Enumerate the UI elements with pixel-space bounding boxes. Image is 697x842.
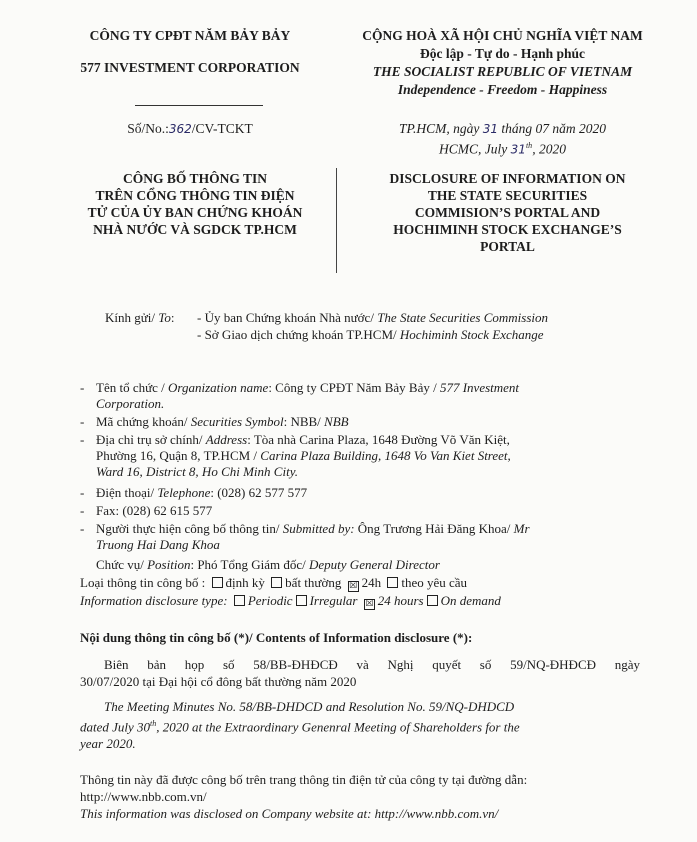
position-value-en: Deputy General Director xyxy=(309,557,440,572)
fax-value: Fax: (028) 62 615 577 xyxy=(96,503,213,518)
field-address xyxy=(80,432,640,482)
date-en-sup: th xyxy=(525,141,533,150)
periodic-label-en: Periodic xyxy=(247,593,293,608)
footer-vi: Thông tin này đã được công bố trên trang thông tin điện tử của công ty tại đường dẫn: xyxy=(80,772,528,787)
irregular-label-en: Irregular xyxy=(309,593,358,608)
handwritten-number: 362 xyxy=(168,122,192,136)
recipient-1-en: The State Securities Commission xyxy=(377,310,548,325)
nation-name-en: THE SOCIALIST REPUBLIC OF VIETNAM xyxy=(372,64,633,79)
content-en-line2 xyxy=(80,715,640,735)
content-en-line3: year 2020. xyxy=(80,736,136,752)
bullet-dash: - xyxy=(80,503,85,518)
content-heading: Nội dung thông tin công bố (*)/ Contents of Information disclosure (*): xyxy=(80,630,473,645)
tel-value: : (028) 62 577 577 xyxy=(210,485,308,500)
date-en xyxy=(330,137,675,159)
motto-vi: Độc lập - Tự do - Hạnh phúc xyxy=(419,46,586,61)
left-header-rule xyxy=(135,105,263,106)
title-vi-line: TỬ CỦA ỦY BAN CHỨNG KHOÁN xyxy=(87,205,303,220)
recipient-2 xyxy=(197,326,544,343)
title-vi xyxy=(60,170,330,238)
disclosure-type-en xyxy=(80,592,501,610)
tel-label-vi: Điện thoại/ xyxy=(96,485,158,500)
number-prefix: Số/No.: xyxy=(127,121,169,136)
bullet-dash: - xyxy=(80,485,85,500)
recipient-1-vi: - Ủy ban Chứng khoán Nhà nước/ xyxy=(197,310,378,325)
recipient-label-vi: Kính gửi/ xyxy=(105,310,159,325)
title-en-line: PORTAL xyxy=(480,239,535,254)
date-vi xyxy=(330,120,675,138)
disclosure-type-label-vi: Loại thông tin công bố : xyxy=(80,575,209,590)
symbol-value-en: NBB xyxy=(324,414,349,429)
content-vi-line1: Biên bản họp số 58/BB-ĐHĐCĐ và Nghị quyết số 59/NQ-ĐHĐCĐ ngày xyxy=(104,657,640,672)
position-value-vi: : Phó Tổng Giám đốc/ xyxy=(190,557,310,572)
number-suffix: /CV-TCKT xyxy=(191,121,253,136)
content-en-sup: th xyxy=(150,719,157,728)
title-vi-line: CÔNG BỐ THÔNG TIN xyxy=(123,171,267,186)
recipient-1 xyxy=(197,309,548,326)
date-vi-prefix: TP.HCM, ngày xyxy=(398,121,483,136)
title-en xyxy=(345,170,670,255)
submitter-label-vi: Người thực hiện công bố thông tin/ xyxy=(96,521,283,536)
disclosure-type-vi xyxy=(80,574,467,592)
field-submitted-by xyxy=(80,521,640,553)
title-vi-line: TRÊN CỔNG THÔNG TIN ĐIỆN xyxy=(95,188,295,203)
org-value-en-cont: Corporation. xyxy=(96,396,165,411)
field-position xyxy=(96,556,440,573)
recipient-label-en: To xyxy=(158,310,171,325)
footer-en: This information was disclosed on Company website at: http://www.nbb.com.vn/ xyxy=(80,806,499,821)
date-en-prefix: HCMC, July xyxy=(439,141,511,157)
handwritten-day-en: 31 xyxy=(510,142,526,157)
submitter-name-vi: Ông Trương Hải Đăng Khoa/ xyxy=(354,521,514,536)
field-telephone xyxy=(80,485,640,501)
content-en xyxy=(80,698,640,752)
address-value-vi-cont: Phường 16, Quận 8, TP.HCM / xyxy=(96,448,261,463)
org-value-en: 577 Investment xyxy=(439,380,520,395)
field-symbol xyxy=(80,414,640,430)
footer-url[interactable]: http://www.nbb.com.vn/ xyxy=(80,789,207,804)
motto-en: Independence - Freedom - Happiness xyxy=(397,82,608,97)
org-label-en: Organization name xyxy=(168,380,269,395)
document-number xyxy=(60,120,320,138)
24h-label-en: 24 hours xyxy=(377,593,424,608)
on-demand-label-en: On demand xyxy=(440,593,501,608)
symbol-label-en: Securities Symbol xyxy=(190,414,284,429)
symbol-value: : NBB/ xyxy=(283,414,325,429)
24h-label-vi: 24h xyxy=(361,575,382,590)
submitter-label-en: Submitted by: xyxy=(282,521,355,536)
recipient-label-colon: : xyxy=(170,310,175,325)
checkbox-periodic xyxy=(212,577,223,588)
submitter-title-en: Mr xyxy=(513,521,530,536)
disclosure-type-label-en: Information disclosure type: xyxy=(80,593,231,608)
bullet-dash: - xyxy=(80,432,85,447)
position-label-en: Position xyxy=(147,557,191,572)
org-value-vi: : Công ty CPĐT Năm Bảy Bảy / xyxy=(268,380,440,395)
content-vi-line2: 30/07/2020 tại Đại hội cổ đông bất thường năm 2020 xyxy=(80,674,357,689)
periodic-label-vi: định kỳ xyxy=(225,575,265,590)
checkbox-on-demand-en xyxy=(427,595,438,606)
content-en-line1: The Meeting Minutes No. 58/BB-DHDCD and Resolution No. 59/NQ-DHDCD xyxy=(104,699,515,714)
checkbox-irregular-en xyxy=(296,595,307,606)
nation-name-vi: CỘNG HOÀ XÃ HỘI CHỦ NGHĨA VIỆT NAM xyxy=(362,28,643,43)
content-en-date: dated July 30 xyxy=(80,719,151,735)
handwritten-day-vi: 31 xyxy=(482,122,499,136)
title-en-line: THE STATE SECURITIES xyxy=(427,188,588,203)
on-demand-label-vi: theo yêu cầu xyxy=(401,575,468,590)
bullet-dash: - xyxy=(80,521,85,536)
recipient-2-vi: - Sở Giao dịch chứng khoán TP.HCM/ xyxy=(197,327,400,342)
company-name-vi: CÔNG TY CPĐT NĂM BẢY BẢY xyxy=(89,28,291,43)
recipient-2-en: Hochiminh Stock Exchange xyxy=(399,327,544,342)
org-label-vi: Tên tổ chức / xyxy=(96,380,169,395)
title-divider xyxy=(336,168,337,273)
irregular-label-vi: bất thường xyxy=(285,575,342,590)
date-vi-suffix: tháng 07 năm 2020 xyxy=(498,121,607,136)
recipient-label xyxy=(105,309,174,326)
checkbox-irregular xyxy=(271,577,282,588)
checkbox-24h-checked: ☒ xyxy=(349,581,358,591)
address-value-vi: : Tòa nhà Carina Plaza, 1648 Đường Võ Văn Kiệt, xyxy=(247,432,510,447)
address-label-en: Address xyxy=(205,432,248,447)
field-fax xyxy=(80,503,640,519)
content-vi xyxy=(80,656,640,690)
checkbox-24h-checked-en: ☒ xyxy=(365,599,374,609)
date-en-suffix: , 2020 xyxy=(532,141,566,157)
checkbox-periodic-en xyxy=(234,595,245,606)
field-organization xyxy=(80,380,640,412)
checkbox-on-demand xyxy=(387,577,398,588)
bullet-dash: - xyxy=(80,380,85,395)
title-en-line: COMMISION’S PORTAL AND xyxy=(414,205,601,220)
title-en-line: HOCHIMINH STOCK EXCHANGE’S xyxy=(393,222,622,237)
tel-label-en: Telephone xyxy=(157,485,211,500)
submitter-name-en: Truong Hai Dang Khoa xyxy=(96,537,220,552)
bullet-dash: - xyxy=(80,414,85,429)
address-label-vi: Địa chỉ trụ sở chính/ xyxy=(96,432,206,447)
content-en-rest: , 2020 at the Extraordinary Genenral Meeting of Shareholders for the xyxy=(156,719,520,735)
symbol-label-vi: Mã chứng khoán/ xyxy=(96,414,191,429)
address-value-en-cont: Ward 16, District 8, Ho Chi Minh City. xyxy=(96,464,298,479)
title-en-line: DISCLOSURE OF INFORMATION ON xyxy=(389,171,626,186)
position-label-vi: Chức vụ/ xyxy=(96,557,148,572)
address-value-en: Carina Plaza Building, 1648 Vo Van Kiet Street, xyxy=(260,448,511,463)
company-name-en: 577 INVESTMENT CORPORATION xyxy=(80,60,300,75)
title-vi-line: NHÀ NƯỚC VÀ SGDCK TP.HCM xyxy=(93,222,297,237)
